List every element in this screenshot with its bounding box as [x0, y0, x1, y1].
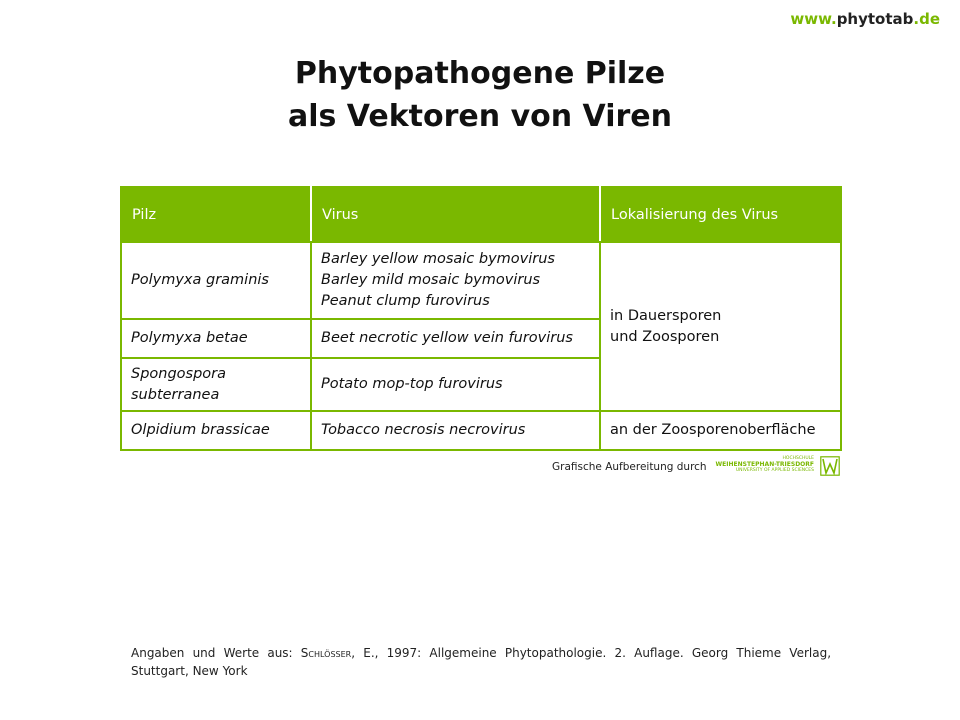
- cell-pilz: [121, 358, 311, 411]
- table-row: [121, 242, 841, 319]
- virus-name: Peanut clump furovirus: [321, 293, 490, 309]
- credit-text: Grafische Aufbereitung durch: [552, 461, 707, 473]
- header-lokalisierung: Lokalisierung des Virus: [600, 187, 841, 242]
- hswt-logo[interactable]: [715, 456, 840, 476]
- cell-pilz: Polymyxa graminis: [121, 242, 311, 319]
- cell-pilz: Olpidium brassicae: [121, 411, 311, 450]
- header-pilz: Pilz: [121, 187, 311, 242]
- vector-table: [120, 186, 842, 451]
- source-rest: , E., 1997: Allgemeine Phytopathologie. 2. Auflage. Georg Thieme Verlag, Stuttgart, New York: [131, 646, 832, 678]
- pilz-name-line: Spongospora: [131, 365, 227, 382]
- site-url-prefix: www.: [790, 10, 837, 28]
- source-citation: [131, 644, 831, 680]
- cell-virus: Tobacco necrosis necrovirus: [311, 411, 600, 450]
- table-row: [121, 411, 841, 450]
- cell-pilz: Polymyxa betae: [121, 319, 311, 358]
- site-url-suffix: .de: [913, 10, 940, 28]
- logo-line-1: HOCHSCHULE: [782, 456, 814, 461]
- site-url[interactable]: [790, 10, 940, 28]
- source-author: Schlösser: [300, 646, 352, 660]
- cell-virus: Beet necrotic yellow vein furovirus: [311, 319, 600, 358]
- cell-virus: Potato mop-top furovirus: [311, 358, 600, 411]
- logo-line-3: UNIVERSITY OF APPLIED SCIENCES: [735, 468, 814, 473]
- title-line-1: Phytopathogene Pilze: [294, 56, 666, 91]
- pilz-name-line: subterranea: [131, 386, 220, 403]
- virus-name: Barley mild mosaic bymovirus: [321, 272, 541, 288]
- title-line-2: als Vektoren von Viren: [287, 99, 673, 134]
- source-prefix: Angaben und Werte aus:: [131, 646, 301, 660]
- table-header-row: [121, 187, 841, 242]
- lokalisierung-line: und Zoosporen: [610, 328, 720, 345]
- lokalisierung-line: in Dauersporen: [610, 307, 722, 324]
- cell-lokalisierung: an der Zoosporenoberfläche: [600, 411, 841, 450]
- hswt-logo-icon: [820, 456, 840, 476]
- header-virus: Virus: [311, 187, 600, 242]
- cell-lokalisierung-merged: [600, 242, 841, 411]
- virus-name: Barley yellow mosaic bymovirus: [321, 251, 555, 267]
- cell-virus: [311, 242, 600, 319]
- logo-line-2: WEIHENSTEPHAN-TRIESDORF: [715, 461, 814, 468]
- site-url-name: phytotab: [836, 10, 914, 28]
- page-title: [0, 52, 960, 138]
